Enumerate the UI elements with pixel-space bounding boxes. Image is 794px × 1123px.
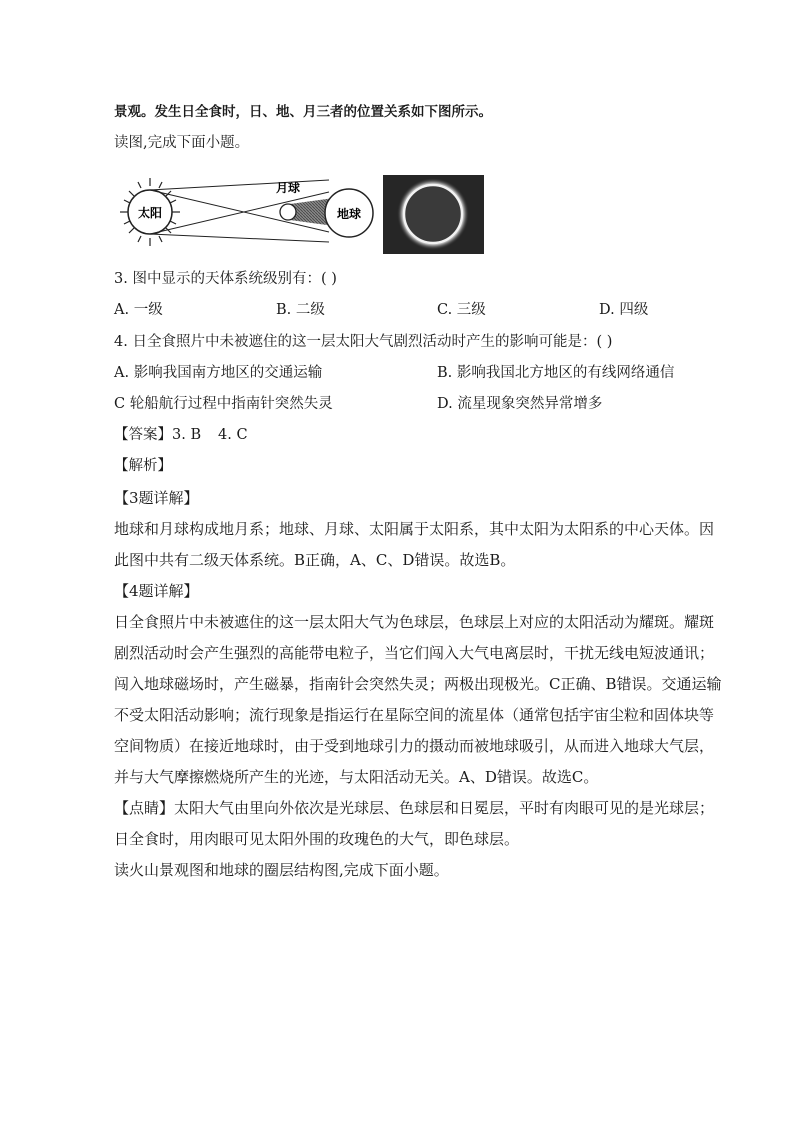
intro-line-1: 景观。发生日全食时，日、地、月三者的位置关系如下图所示。 <box>114 104 492 120</box>
q4-detail-line-5: 空间物质）在接近地球时，由于受到地球引力的摄动而被地球吸引，从而进入地球大气层， <box>114 737 715 755</box>
q4-detail-title: 【4题详解】 <box>114 582 199 600</box>
q4-detail-line-1: 日全食照片中未被遮住的这一层太阳大气为色球层，色球层上对应的太阳活动为耀斑。耀斑 <box>114 613 715 631</box>
q4-detail-line-3: 闯入地球磁场时，产生磁暴，指南针会突然失灵；两极出现极光。C正确、B错误。交通运输 <box>114 675 722 693</box>
q4-option-c[interactable]: C 轮船航行过程中指南针突然失灵 <box>114 396 333 412</box>
tip-label: 【点睛】 <box>114 799 175 817</box>
intro-line-2: 读图,完成下面小题。 <box>114 135 250 151</box>
answer-q4: 4. C <box>218 427 248 443</box>
q3-option-d[interactable]: D. 四级 <box>599 302 649 318</box>
q4-option-b[interactable]: B. 影响我国北方地区的有线网络通信 <box>437 365 675 381</box>
q4-detail-line-4: 不受太阳活动影响；流行现象是指运行在星际空间的流星体（通常包括宇宙尘粒和固体块等 <box>114 706 715 724</box>
moon-circle <box>280 204 296 220</box>
eclipse-photo <box>383 175 484 254</box>
tip-line-1 <box>114 798 714 818</box>
q3-option-a[interactable]: A. 一级 <box>114 302 163 318</box>
q4-option-d[interactable]: D. 流星现象突然异常增多 <box>437 396 603 412</box>
q4-option-a[interactable]: A. 影响我国南方地区的交通运输 <box>114 365 323 381</box>
q3-option-c[interactable]: C. 三级 <box>437 302 486 318</box>
next-intro: 读火山景观图和地球的圈层结构图,完成下面小题。 <box>114 861 449 879</box>
answer-label: 【答案】 <box>114 427 172 443</box>
q3-detail-title: 【3题详解】 <box>114 489 199 507</box>
q4-detail-line-2: 剧烈活动时会产生强烈的高能带电粒子，当它们闯入大气电离层时，干扰无线电短波通讯； <box>114 644 715 662</box>
q4-stem: 4. 日全食照片中未被遮住的这一层太阳大气剧烈活动时产生的影响可能是：( ) <box>114 334 613 350</box>
q3-detail-line-2: 此图中共有二级天体系统。B正确，A、C、D错误。故选B。 <box>114 551 516 569</box>
sun-label: 太阳 <box>137 206 163 220</box>
answer-q3: 3. B <box>172 427 202 443</box>
q4-detail-line-6: 并与大气摩擦燃烧所产生的光迹，与太阳活动无关。A、D错误。故选C。 <box>114 768 599 786</box>
q3-option-b[interactable]: B. 二级 <box>276 302 325 318</box>
tip-line-2: 日全食时，用肉眼可见太阳外围的玫瑰色的大气，即色球层。 <box>114 830 520 848</box>
eclipse-diagram <box>114 170 374 260</box>
tip-text-1: 太阳大气由里向外依次是光球层、色球层和日冕层，平时有肉眼可见的是光球层； <box>174 799 715 817</box>
moon-label: 月球 <box>275 181 301 195</box>
q3-stem: 3. 图中显示的天体系统级别有：( ) <box>114 271 337 287</box>
analysis-label: 【解析】 <box>114 458 172 474</box>
q3-detail-line-1: 地球和月球构成地月系；地球、月球、太阳属于太阳系，其中太阳为太阳系的中心天体。因 <box>114 520 715 538</box>
earth-label: 地球 <box>336 207 362 221</box>
